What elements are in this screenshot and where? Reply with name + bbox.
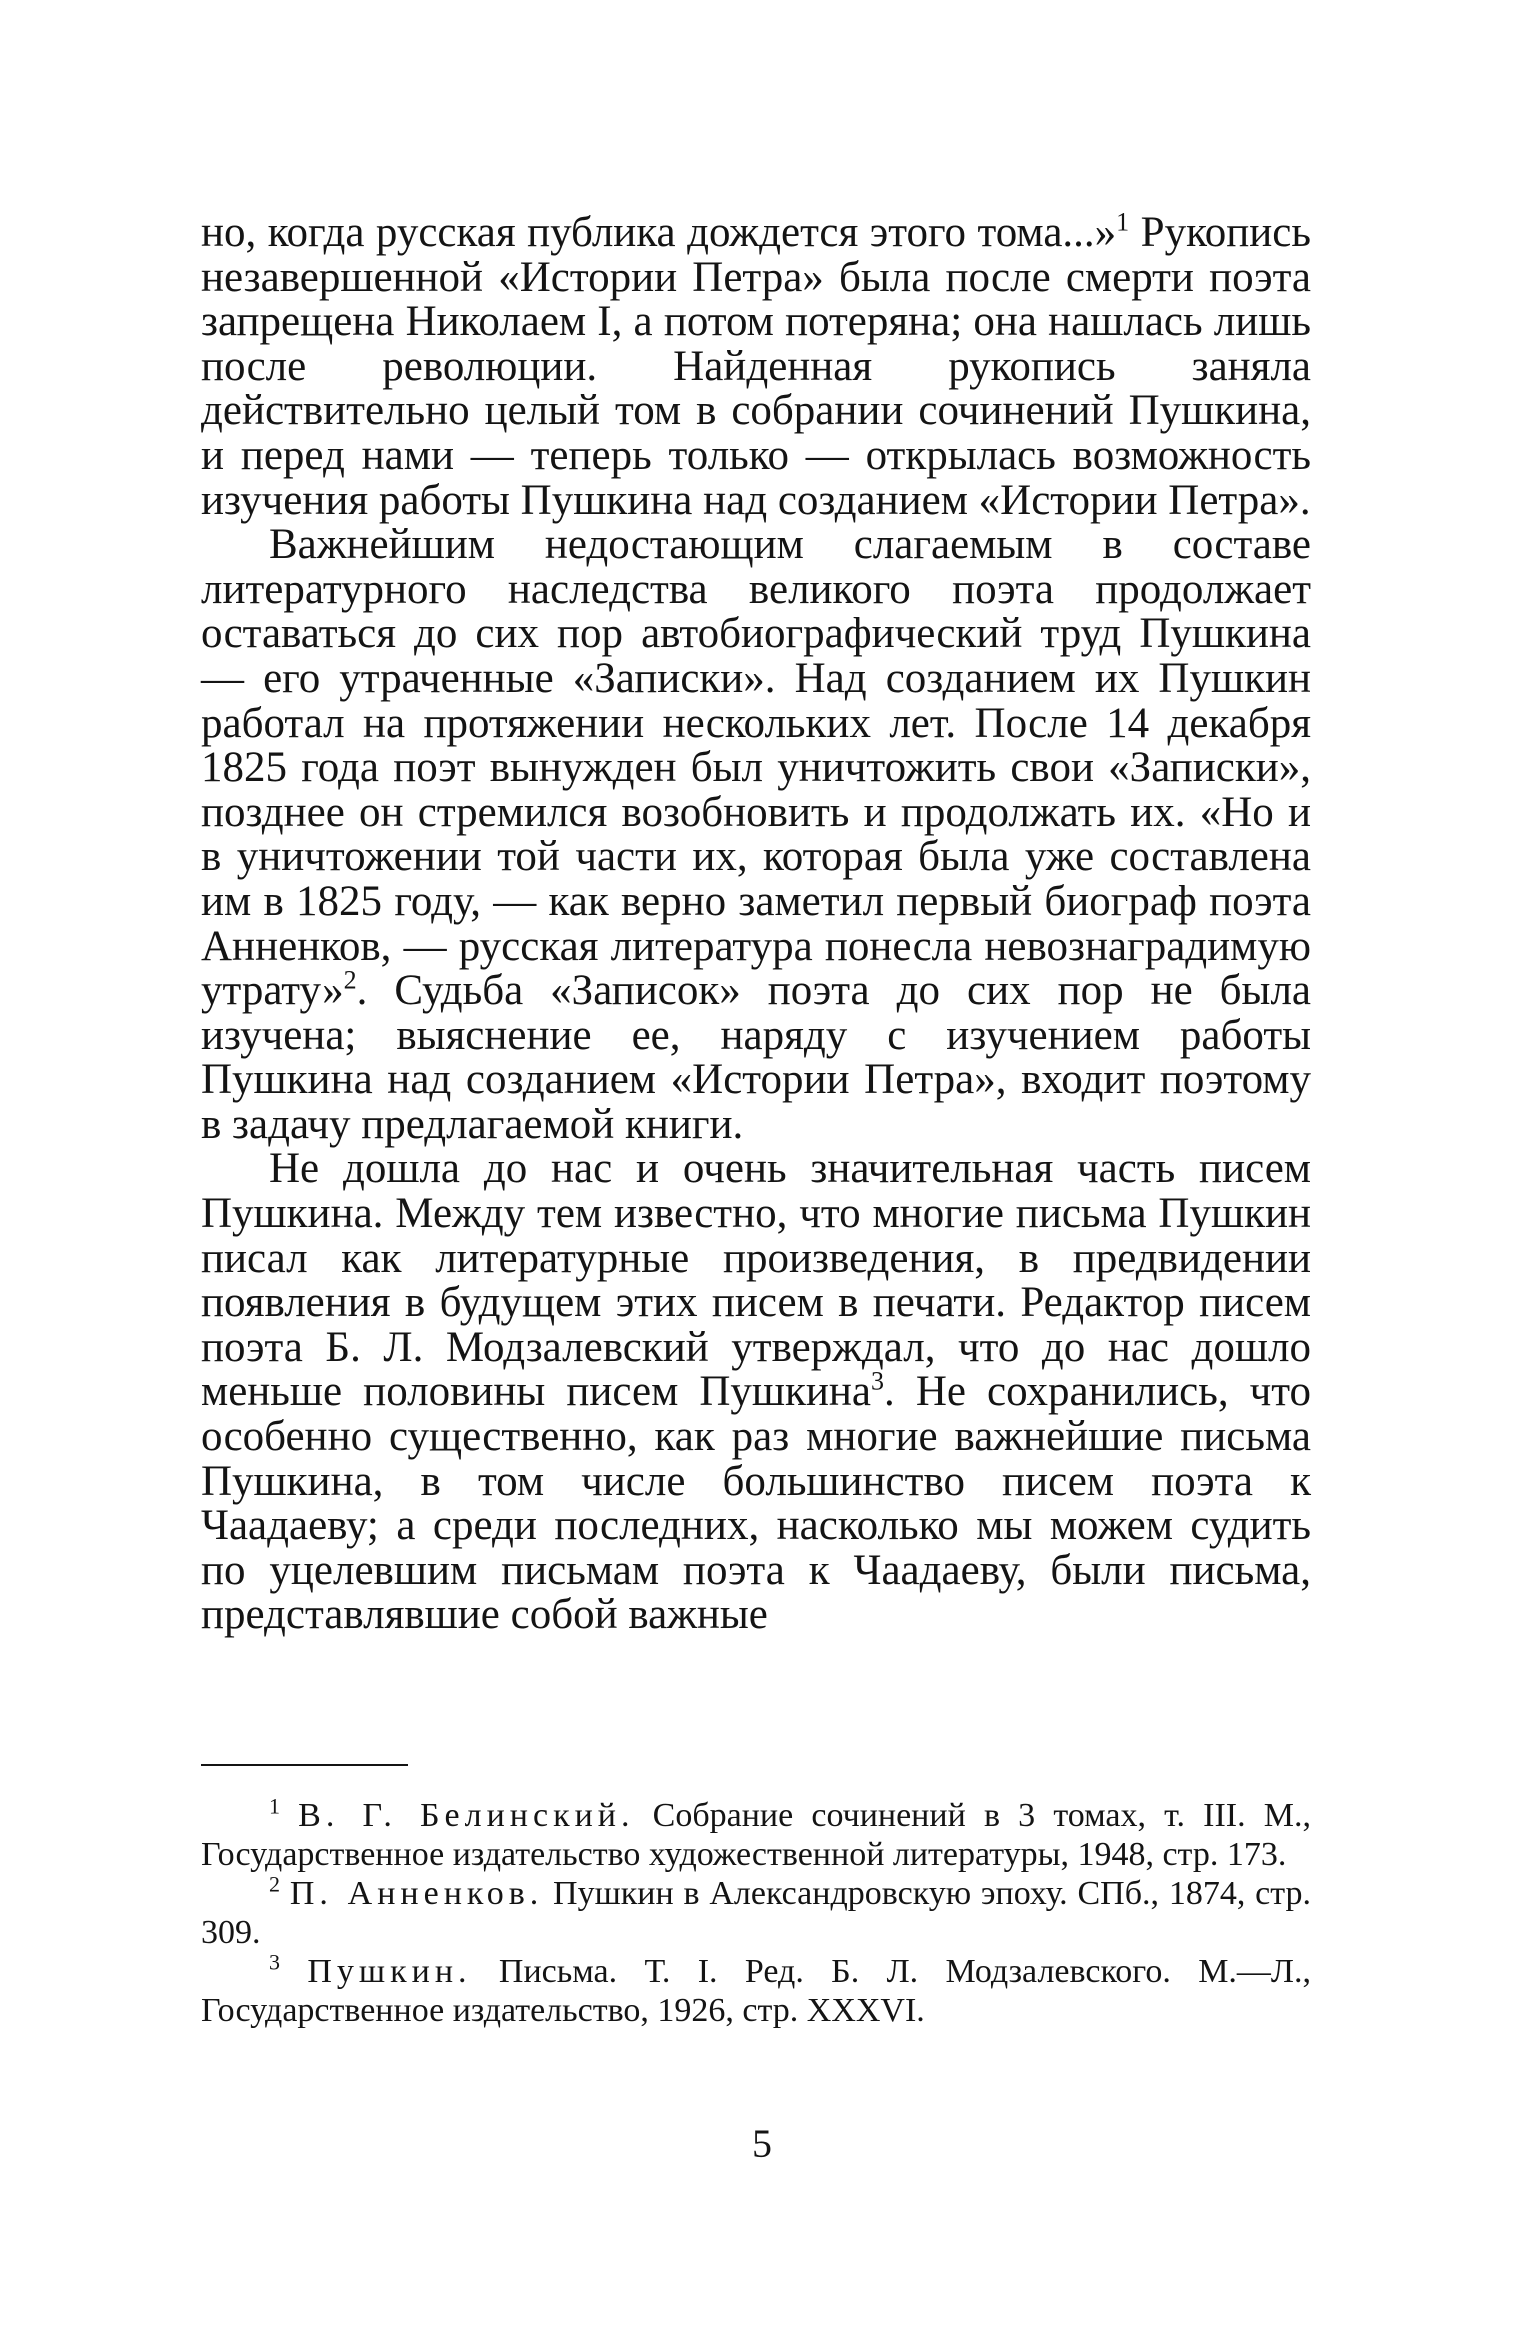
page-number: 5 [752, 2121, 772, 2166]
footnote-1 [201, 1793, 1311, 1874]
paragraph-2-text: Важнейшим недостающим слагаемым в составе литературного наследства великого поэта продолжает оставаться до сих пор автобиографический труд Пушкина — его утраченные «Записки». Над созданием их Пушкин работал на протяжении нескольких лет. После 14 декабря 1825 года поэт вынужден был уничтожить свои «Записки», позднее он стремился возобновить и продолжать их. «Но и в уничтожении той части их, которая была уже составлена им в 1825 году, — как верно заметил первый биограф поэта Анненков, — русская литература понесла невознаградимую утрату» [201, 521, 1311, 1015]
footnote-number: 3 [269, 1949, 280, 1975]
footnote-3 [201, 1949, 1311, 2030]
footnote-text: Пушкин в Александровскую эпоху. СПб., 1874, стр. 309. [201, 1875, 1311, 1951]
footnote-ref-3: 3 [871, 1367, 885, 1397]
footnote-ref-2: 2 [343, 965, 357, 995]
paragraph-2 [201, 523, 1311, 1147]
footnote-text: Письма. Т. I. Ред. Б. Л. Модзалевского. М.—Л., Государственное издательство, 1926, стр. XXXVI. [201, 1953, 1311, 2029]
footnote-ref-1: 1 [1116, 207, 1130, 237]
paragraph-3-text: Не дошла до нас и очень значительная часть писем Пушкина. Между тем известно, что многие письма Пушкин писал как литературные произведения, в предвидении появления в будущем этих писем в печати. Редактор писем поэта Б. Л. Модзалевский утверждал, что до нас дошло меньше половины писем Пушкина [201, 1145, 1311, 1416]
footnote-number: 2 [269, 1871, 280, 1897]
paragraph-2-end: . Судьба «Записок» поэта до сих пор не была изучена; выяснение ее, наряду с изучением работы Пушкина над созданием «Истории Петра», входит поэтому в задачу предлагаемой книги. [201, 967, 1311, 1148]
footnote-author: В. Г. Белинский. [298, 1797, 635, 1834]
footnote-separator [201, 1764, 408, 1766]
footnotes [201, 1793, 1311, 2030]
body-text [201, 207, 1311, 1639]
footnote-author: Пушкин. [307, 1953, 472, 1990]
footnote-number: 1 [269, 1793, 280, 1819]
footnote-author: П. Анненков. [289, 1875, 544, 1912]
footnote-2 [201, 1871, 1311, 1952]
footnote-text: Собрание сочинений в 3 томах, т. III. М., Государственное издательство художественной литературы, 1948, стр. 173. [201, 1797, 1311, 1873]
paragraph-3 [201, 1147, 1311, 1638]
paragraph-1-text: но, когда русская публика дождется этого тома...» [201, 209, 1117, 256]
paragraph-3-end: . Не сохранились, что особенно существенно, как раз многие важнейшие письма Пушкина, в том числе большинство писем поэта к Чаадаеву; а среди последних, насколько мы можем судить по уцелевшим письмам поэта к Чаадаеву, были письма, представлявшие собой важные [201, 1368, 1311, 1639]
paragraph-1-rest: Рукопись незавершенной «Истории Петра» была после смерти поэта запрещена Николаем I, а потом потеряна; она нашлась лишь после революции. Найденная рукопись заняла действительно целый том в собрании сочинений Пушкина, и перед нами — теперь только — открылась возможность изучения работы Пушкина над созданием «Истории Петра». [201, 209, 1311, 524]
paragraph-1 [201, 207, 1311, 524]
